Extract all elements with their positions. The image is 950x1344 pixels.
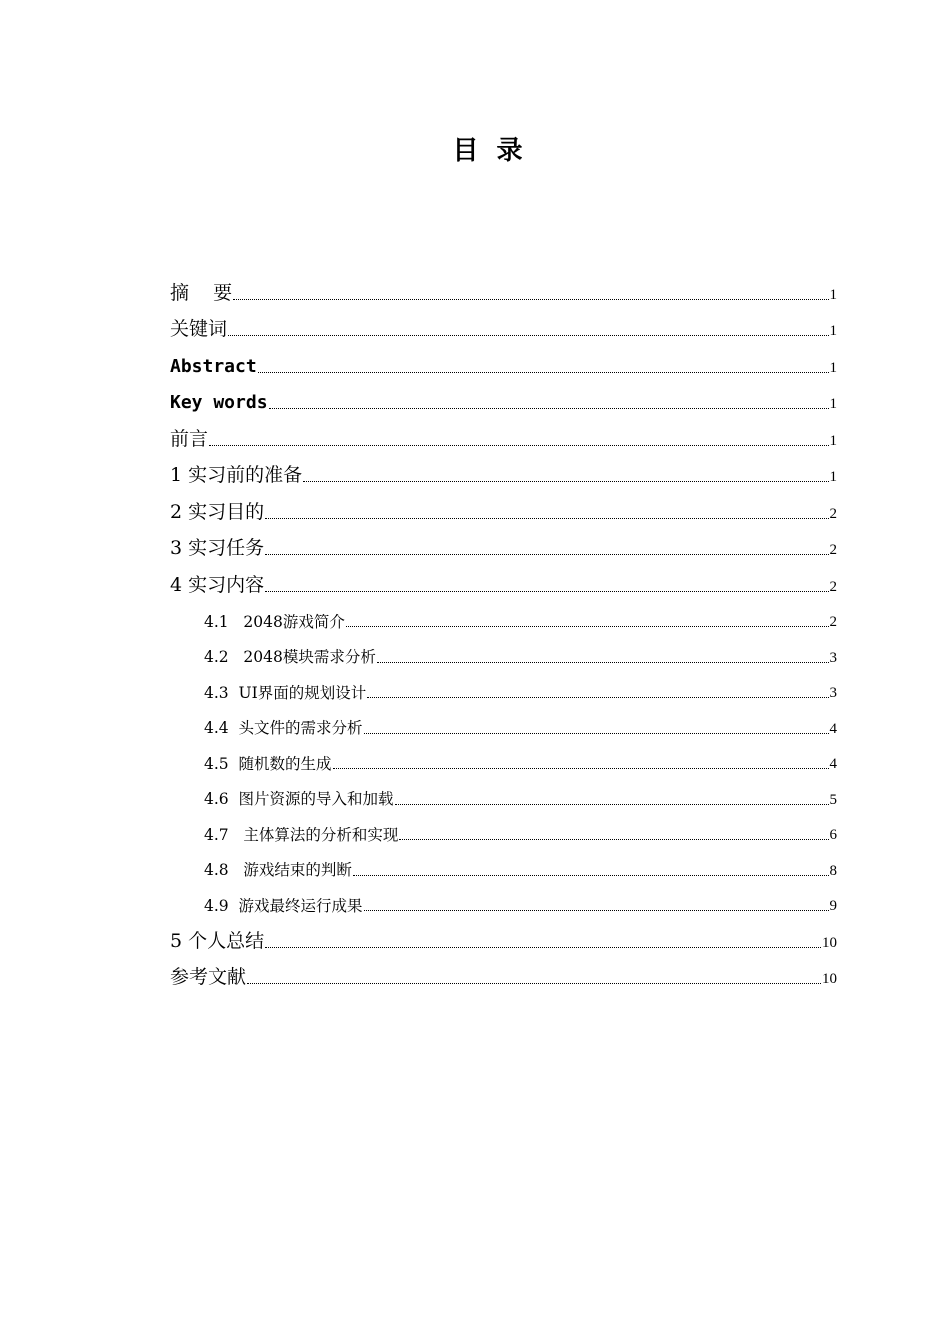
toc-entry-label: 4.3 UI界面的规划设计 <box>204 683 367 702</box>
toc-entry[interactable] <box>170 810 837 846</box>
toc-entry-label: Abstract <box>170 355 257 377</box>
toc-entry-page-number: 6 <box>829 827 837 843</box>
toc-entry-label: 3 实习任务 <box>170 537 265 559</box>
dot-leader <box>228 335 828 336</box>
dot-leader <box>247 983 821 984</box>
dot-leader <box>303 481 828 482</box>
toc-entry[interactable] <box>170 560 837 597</box>
toc-entry[interactable] <box>170 597 837 633</box>
dot-leader <box>346 626 829 627</box>
page-title: 目 录 <box>452 136 523 166</box>
dot-leader <box>367 697 828 698</box>
toc-entry[interactable] <box>170 881 837 917</box>
toc-entry-page-number: 2 <box>829 614 837 630</box>
toc-entry[interactable] <box>170 703 837 739</box>
toc-entry-page-number: 2 <box>829 578 837 595</box>
toc-entry-label: 4.7 主体算法的分析和实现 <box>204 825 399 844</box>
toc-entry-page-number: 10 <box>822 934 837 951</box>
toc-entry[interactable] <box>170 268 837 305</box>
toc-entry-label: 关键词 <box>170 318 228 340</box>
toc-entry-page-number: 5 <box>829 791 837 808</box>
toc-entry-page-number: 10 <box>822 971 837 987</box>
toc-entry[interactable] <box>170 378 837 415</box>
toc-entry-label: 前言 <box>170 427 209 450</box>
toc-entry-page-number: 8 <box>829 862 837 879</box>
toc-entry-label: 4.6 图片资源的导入和加载 <box>204 790 394 808</box>
dot-leader <box>265 591 828 592</box>
toc-entry[interactable] <box>170 524 837 561</box>
dot-leader <box>399 839 828 840</box>
toc-entry-label: 4.2 2048模块需求分析 <box>204 648 376 666</box>
toc-entry[interactable] <box>170 341 837 378</box>
toc-entry-page-number: 1 <box>829 323 837 339</box>
dot-leader <box>395 804 829 805</box>
dot-leader <box>364 910 829 911</box>
toc-entry-label: 4.4 头文件的需求分析 <box>204 719 363 737</box>
toc-entry[interactable] <box>170 916 837 953</box>
dot-leader <box>377 662 829 663</box>
dot-leader <box>209 445 828 446</box>
toc-entry-label: 摘 要 <box>170 281 233 304</box>
toc-entry-label: 参考文献 <box>170 966 247 988</box>
toc-entry-page-number: 2 <box>829 542 837 558</box>
toc-entry-label: 5 个人总结 <box>170 929 265 952</box>
toc-entry[interactable] <box>170 487 837 524</box>
toc-entry-page-number: 2 <box>829 505 837 522</box>
toc-entry[interactable] <box>170 414 837 451</box>
toc-entry-page-number: 9 <box>829 898 837 914</box>
dot-leader <box>265 518 828 519</box>
table-of-contents <box>170 268 837 989</box>
toc-entry-page-number: 1 <box>829 359 837 376</box>
toc-entry-label: 4.5 随机数的生成 <box>204 754 332 773</box>
dot-leader <box>353 875 829 876</box>
toc-entry-label: 1 实习前的准备 <box>170 464 303 486</box>
toc-entry[interactable] <box>170 774 837 810</box>
toc-entry-label: 4 实习内容 <box>170 573 265 596</box>
toc-entry[interactable] <box>170 305 837 342</box>
toc-entry-label: 4.8 游戏结束的判断 <box>204 861 352 879</box>
dot-leader <box>269 408 829 409</box>
toc-entry-label: 2 实习目的 <box>170 500 265 523</box>
toc-entry[interactable] <box>170 668 837 704</box>
toc-entry-page-number: 3 <box>829 649 837 666</box>
dot-leader <box>265 554 828 555</box>
toc-entry-page-number: 4 <box>829 756 837 772</box>
toc-entry-page-number: 1 <box>829 469 837 485</box>
toc-entry-page-number: 3 <box>829 685 837 701</box>
dot-leader <box>233 299 828 300</box>
toc-entry-label: 4.1 2048游戏简介 <box>204 612 345 631</box>
dot-leader <box>364 733 829 734</box>
dot-leader <box>333 768 829 769</box>
toc-entry-page-number: 1 <box>829 432 837 449</box>
toc-entry[interactable] <box>170 632 837 668</box>
toc-entry-page-number: 1 <box>829 286 837 303</box>
toc-entry-label: Key words <box>170 392 268 413</box>
dot-leader <box>265 947 821 948</box>
toc-entry-page-number: 1 <box>829 396 837 412</box>
dot-leader <box>258 372 829 373</box>
toc-entry-page-number: 4 <box>829 720 837 737</box>
toc-entry[interactable] <box>170 451 837 488</box>
toc-entry-label: 4.9 游戏最终运行成果 <box>204 896 363 915</box>
toc-entry[interactable] <box>170 739 837 775</box>
toc-entry[interactable] <box>170 845 837 881</box>
toc-entry[interactable] <box>170 953 837 990</box>
